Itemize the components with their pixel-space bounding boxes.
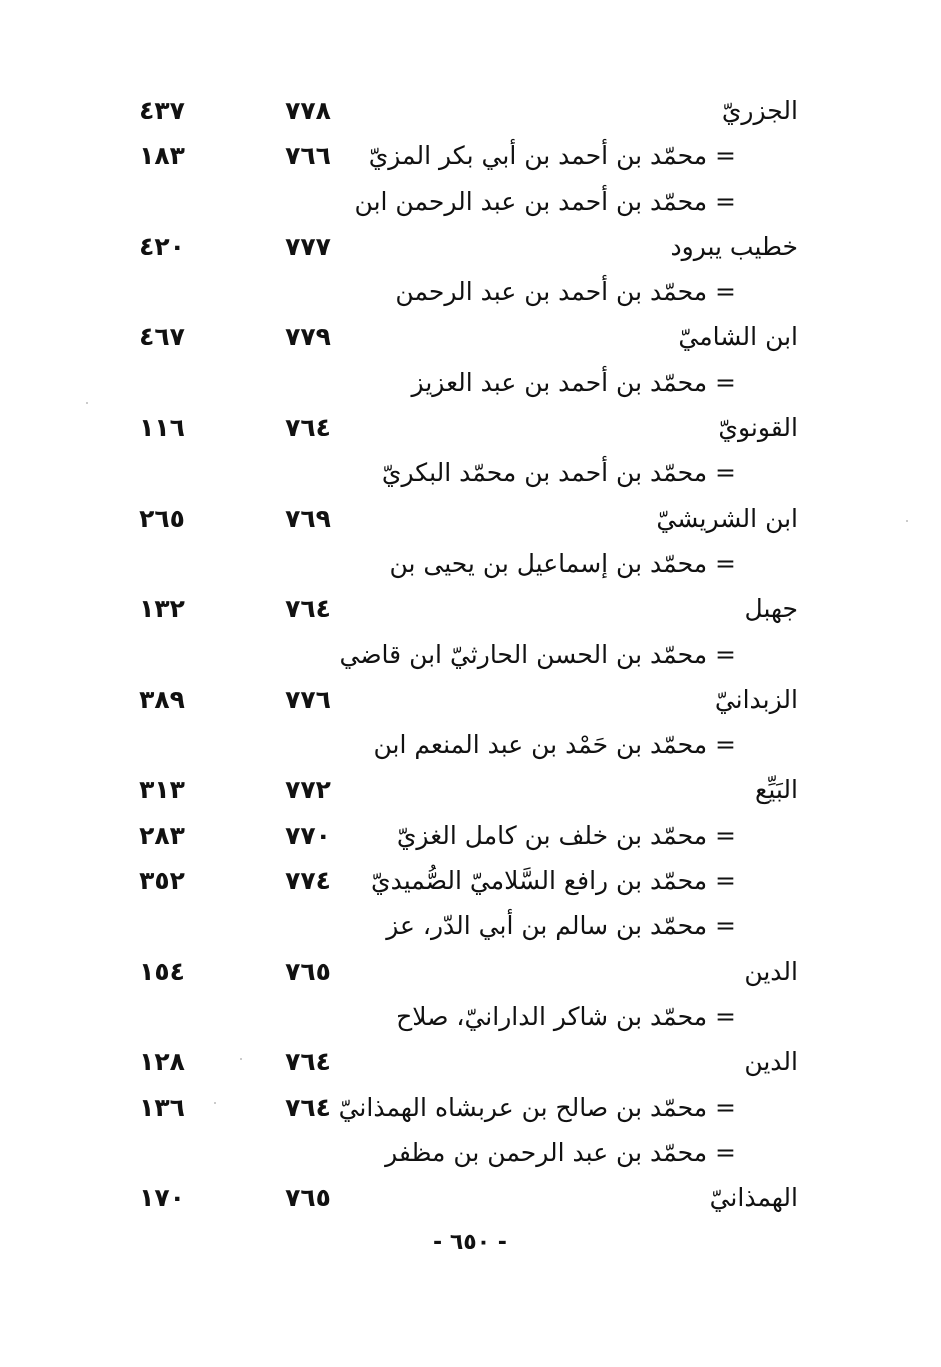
index-entry-continuation xyxy=(0,360,941,405)
entry-year: ٧٧٩ xyxy=(285,322,331,352)
entry-year xyxy=(268,1130,348,1175)
entry-page-ref xyxy=(122,541,202,586)
entry-year: ٧٦٥ xyxy=(285,956,331,986)
entry-page-ref: ٢٨٣ xyxy=(139,820,185,850)
scan-speck xyxy=(86,402,88,404)
entry-year: ٧٧٠ xyxy=(285,820,331,850)
entry-page-ref xyxy=(122,722,202,767)
entry-name: جهبل xyxy=(744,594,798,624)
entry-page-ref: ٢٦٥ xyxy=(139,503,185,533)
index-entry-heading xyxy=(0,224,941,269)
entry-year: ٧٦٤ xyxy=(285,1092,331,1122)
index-entry-heading xyxy=(0,677,941,722)
entry-name: الدين xyxy=(744,956,798,986)
entry-name: = محمّد بن خلف بن كامل الغزيّ xyxy=(396,820,736,850)
page-number: - ٦٥٠ - xyxy=(433,1230,507,1255)
index-entry-heading xyxy=(0,586,941,631)
entry-year: ٧٧٤ xyxy=(285,866,331,896)
entry-page-ref xyxy=(122,903,202,948)
entry-page-ref: ٣١٣ xyxy=(139,775,185,805)
entry-name: = محمّد بن الحسن الحارثيّ ابن قاضي xyxy=(339,639,736,669)
entry-page-ref: ٣٥٢ xyxy=(139,866,185,896)
scan-speck xyxy=(240,1058,242,1060)
entry-page-ref: ٣٨٩ xyxy=(139,684,185,714)
entry-year: ٧٦٤ xyxy=(285,413,331,443)
entry-year: ٧٦٤ xyxy=(285,594,331,624)
entry-page-ref xyxy=(122,179,202,224)
entry-name: الدين xyxy=(744,1047,798,1077)
index-entry-continuation xyxy=(0,179,941,224)
entry-name: خطيب يبرود xyxy=(670,231,798,261)
entry-name: = محمّد بن إسماعيل بن يحيى بن xyxy=(389,548,736,578)
index-entry-continuation xyxy=(0,133,941,178)
index-entry-heading xyxy=(0,88,941,133)
entry-page-ref: ٤٢٠ xyxy=(139,231,185,261)
index-entry-continuation xyxy=(0,450,941,495)
entry-page-ref xyxy=(122,450,202,495)
index-entry-continuation xyxy=(0,1085,941,1130)
entry-year xyxy=(268,632,348,677)
entry-page-ref: ٤٦٧ xyxy=(139,322,185,352)
index-entry-heading xyxy=(0,949,941,994)
entry-name: الزبدانيّ xyxy=(714,684,798,714)
entry-year: ٧٧٧ xyxy=(285,231,331,261)
entry-name: القونويّ xyxy=(718,413,798,443)
entry-name: = محمّد بن رافع السَّلاميّ الصُّميديّ xyxy=(371,866,736,896)
entry-year: ٧٧٢ xyxy=(285,775,331,805)
entry-name: = محمّد بن أحمد بن عبد الرحمن xyxy=(395,277,736,307)
index-entry-heading xyxy=(0,767,941,812)
entry-year: ٧٦٦ xyxy=(285,141,331,171)
entry-name: = محمّد بن أحمد بن عبد العزيز xyxy=(411,367,736,397)
index-entry-heading xyxy=(0,314,941,359)
entry-year: ٧٧٦ xyxy=(285,684,331,714)
entry-page-ref xyxy=(122,632,202,677)
index-entry-continuation xyxy=(0,722,941,767)
entry-name: = محمّد بن أحمد بن أبي بكر المزيّ xyxy=(368,141,736,171)
entry-name: = محمّد بن عبد الرحمن بن مظفر xyxy=(385,1137,736,1167)
entry-year xyxy=(268,541,348,586)
entry-page-ref: ١٧٠ xyxy=(139,1183,185,1213)
index-entry-heading xyxy=(0,496,941,541)
index-entry-continuation xyxy=(0,632,941,677)
index-entry-continuation xyxy=(0,541,941,586)
entry-name: ابن الشاميّ xyxy=(678,322,798,352)
index-entry-continuation xyxy=(0,269,941,314)
entry-year xyxy=(268,360,348,405)
entry-page-ref: ١٨٣ xyxy=(139,141,185,171)
entry-year: ٧٦٤ xyxy=(285,1047,331,1077)
entry-year: ٧٧٨ xyxy=(285,96,331,125)
entry-year xyxy=(268,269,348,314)
index-entry-continuation xyxy=(0,858,941,903)
scan-speck xyxy=(906,520,908,522)
entry-page-ref: ١٣٦ xyxy=(139,1092,185,1122)
entry-name: = محمّد بن صالح بن عربشاه الهمذانيّ xyxy=(338,1092,736,1122)
entry-name: ابن الشريشيّ xyxy=(656,503,798,533)
entry-year xyxy=(268,903,348,948)
entry-name: الهمذانيّ xyxy=(709,1183,798,1213)
entry-page-ref xyxy=(122,994,202,1039)
index-entry-continuation xyxy=(0,994,941,1039)
entry-year xyxy=(268,722,348,767)
entry-page-ref: ١١٦ xyxy=(139,413,185,443)
index-entry-continuation xyxy=(0,813,941,858)
entry-page-ref xyxy=(122,1130,202,1175)
entry-name: = محمّد بن أحمد بن محمّد البكريّ xyxy=(381,458,736,488)
entry-page-ref xyxy=(122,269,202,314)
entry-year xyxy=(268,179,348,224)
entry-year xyxy=(268,994,348,1039)
entry-page-ref: ١٢٨ xyxy=(139,1047,185,1077)
scan-speck xyxy=(214,1102,216,1104)
index-list xyxy=(0,88,941,1220)
index-entry-heading xyxy=(0,1175,941,1220)
entry-name: = محمّد بن سالم بن أبي الدّر، عز xyxy=(386,911,736,941)
entry-name: الجزريّ xyxy=(721,96,798,125)
index-entry-heading xyxy=(0,1039,941,1084)
index-entry-continuation xyxy=(0,903,941,948)
entry-year: ٧٦٥ xyxy=(285,1183,331,1213)
entry-name: = محمّد بن أحمد بن عبد الرحمن ابن xyxy=(354,186,736,216)
index-entry-continuation xyxy=(0,1130,941,1175)
entry-page-ref xyxy=(122,360,202,405)
entry-page-ref: ١٣٢ xyxy=(139,594,185,624)
entry-name: = محمّد بن شاكر الدارانيّ، صلاح xyxy=(396,1001,736,1031)
entry-year: ٧٦٩ xyxy=(285,503,331,533)
index-entry-heading xyxy=(0,405,941,450)
entry-year xyxy=(268,450,348,495)
entry-page-ref: ٤٣٧ xyxy=(139,96,185,125)
entry-page-ref: ١٥٤ xyxy=(139,956,185,986)
entry-name: = محمّد بن حَمْد بن عبد المنعم ابن xyxy=(373,730,736,760)
entry-name: البَيِّع xyxy=(755,775,798,805)
